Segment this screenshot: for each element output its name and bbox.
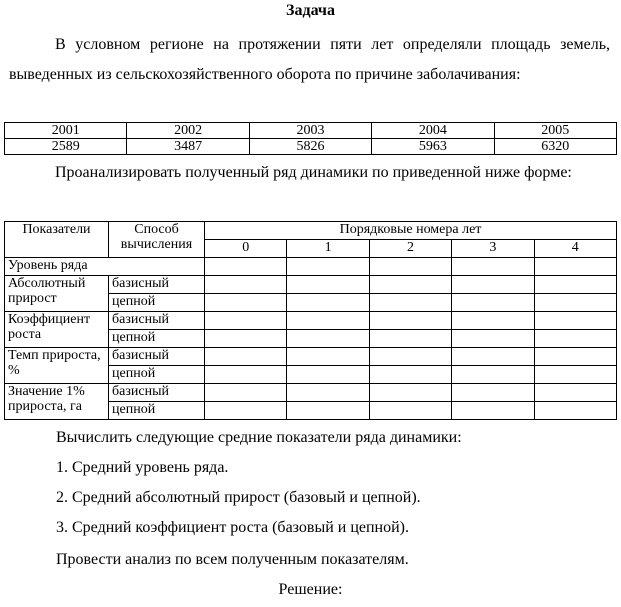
table-row (5, 276, 617, 294)
header-indicators: Показатели (5, 222, 109, 258)
group-label: Темп прироста, % (5, 348, 109, 384)
value-cell: 5963 (372, 139, 494, 155)
header-method: Способ вычисления (109, 222, 205, 258)
format-header-row-1 (5, 222, 617, 240)
level-row-label: Уровень ряда (5, 258, 205, 276)
values-row (5, 139, 617, 155)
years-row (5, 123, 617, 139)
value-cell: 6320 (494, 139, 616, 155)
format-table (4, 221, 617, 420)
table-row (5, 258, 617, 276)
year-cell: 2002 (127, 123, 249, 139)
list-item: 2. Средний абсолютный прирост (базовый и цепной). (56, 489, 421, 506)
value-cell: 5826 (249, 139, 371, 155)
group-label: Коэффициент роста (5, 312, 109, 348)
table-row (5, 384, 617, 402)
method-cell: цепной (109, 294, 205, 312)
list-item: 3. Средний коэффициент роста (базовый и цепной). (56, 519, 409, 536)
year-cell: 2004 (372, 123, 494, 139)
table-row (5, 348, 617, 366)
table-row (5, 312, 617, 330)
method-cell: цепной (109, 402, 205, 420)
year-cell: 2001 (5, 123, 127, 139)
method-cell: базисный (109, 384, 205, 402)
group-label: Значение 1% прироста, га (5, 384, 109, 420)
method-cell: базисный (109, 276, 205, 294)
task-title: Задача (286, 2, 335, 19)
method-cell: цепной (109, 330, 205, 348)
year-number: 2 (369, 240, 451, 258)
value-cell: 2589 (5, 139, 127, 155)
year-number: 0 (205, 240, 287, 258)
method-cell: базисный (109, 348, 205, 366)
list-item: 1. Средний уровень ряда. (56, 459, 229, 476)
year-number: 3 (452, 240, 534, 258)
method-cell: базисный (109, 312, 205, 330)
years-table (4, 122, 617, 155)
year-number: 1 (287, 240, 369, 258)
conclusion-text: Провести анализ по всем полученным показателям. (56, 551, 409, 568)
method-cell: цепной (109, 366, 205, 384)
solution-heading: Решение: (278, 581, 343, 598)
compute-intro: Вычислить следующие средние показатели ряда динамики: (56, 429, 462, 446)
header-years: Порядковые номера лет (205, 222, 617, 240)
analyze-paragraph: Проанализировать полученный ряд динамики по приведенной ниже форме: (55, 164, 572, 181)
group-label: Абсолютный прирост (5, 276, 109, 312)
value-cell: 3487 (127, 139, 249, 155)
year-cell: 2003 (249, 123, 371, 139)
year-number: 4 (534, 240, 616, 258)
intro-paragraph: В условном регионе на протяжении пяти лет определяли площадь земель, выведенных из сельскохозяйственного оборота по причине заболачивания: (9, 36, 610, 83)
year-cell: 2005 (494, 123, 616, 139)
